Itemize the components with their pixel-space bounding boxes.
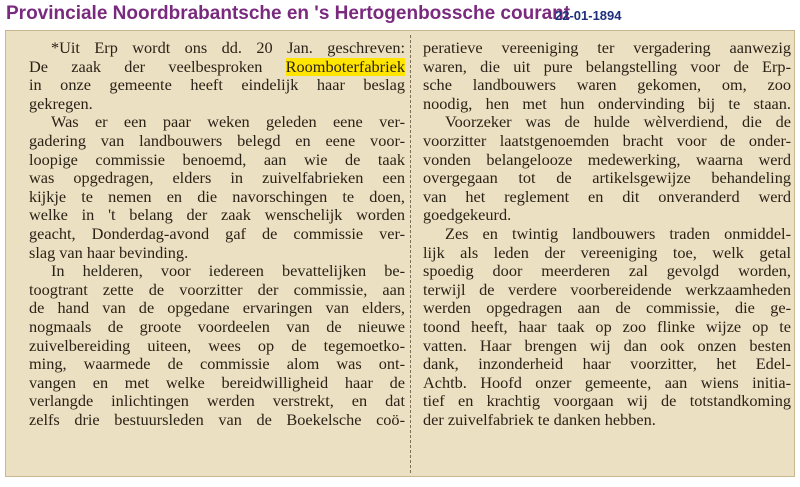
text-line: waren, die uit pure belangstelling voor de Erp- <box>423 57 791 76</box>
text-line: peratieve vereeniging ter vergadering aanwezig <box>423 39 791 57</box>
highlighted-word: Roomboterfabriek <box>285 57 405 76</box>
text-line: nogmaals de groote voordeelen van de nieuwe <box>29 317 405 336</box>
article-column-right <box>423 39 791 429</box>
text-line: terwijl de verdere voorbereidende werkzaamheden <box>423 280 791 299</box>
text-line: voorzitter laatstgenoemden bracht voor de onder- <box>423 131 791 150</box>
text-line: was opgedragen, elders in zuivelfabrieken een <box>29 169 405 188</box>
text-line: In helderen, voor iedereen bevattelijken be- <box>51 262 405 281</box>
text-line: vatten. Haar brengen wij dan ook onzen besten <box>423 336 791 355</box>
text-fragment: De zaak der veelbesproken <box>29 57 286 76</box>
text-line: lijk als leden der vereeniging toe, welk getal <box>423 243 791 262</box>
text-line: in onze gemeente heeft eindelijk haar beslag <box>29 76 405 95</box>
text-line: slag van haar bevinding. <box>29 243 189 262</box>
text-line-with-highlight <box>29 58 405 77</box>
text-line: goedgekeurd. <box>423 206 512 225</box>
text-line: kijkje te nemen en die navorschingen te doen, <box>29 187 405 206</box>
text-line: spoedig door meerderen zal gevolgd worden, <box>423 262 791 281</box>
newspaper-title: Provinciale Noordbrabantsche en 's Hertogenbossche courant <box>6 3 571 24</box>
text-line: sche landbouwers waren gekomen, om, zoo <box>423 76 791 95</box>
text-line: Voorzeker was de hulde wèlverdiend, die de <box>445 113 791 132</box>
text-line: Was er een paar weken geleden eene ver- <box>51 113 405 132</box>
text-line: noodig, hen met hun ondervinding bij te staan. <box>423 94 791 113</box>
text-line: toond heeft, haar taak op zoo flinke wijze op te <box>423 317 791 336</box>
text-line: der zuivelfabriek te danken hebben. <box>423 410 656 429</box>
text-line: zelfs drie bestuursleden van de Boekelsche coö- <box>29 410 405 429</box>
text-line: verlangde inlichtingen werden verstrekt, en dat <box>29 392 405 411</box>
text-line: vonden belangelooze medewerking, waarna werd <box>423 150 791 169</box>
text-line: ming, waarmede de commissie alom was ont- <box>29 355 405 374</box>
text-line: tief en krachtig voorgaan wij de totstandkoming <box>423 392 791 411</box>
text-line: *Uit Erp wordt ons dd. 20 Jan. geschreven: <box>51 39 405 57</box>
text-line: toogtrant zette de voorzitter der commissie, aan <box>29 280 405 299</box>
text-line: vangen en met welke bereidwilligheid haar de <box>29 373 405 392</box>
newspaper-clipping <box>5 30 795 477</box>
text-line: welke in 't belang der zaak wenschelijk worden <box>29 206 405 225</box>
text-line: de hand van de opgedane ervaringen van elders, <box>29 299 405 318</box>
text-line: werden opgedragen aan de commissie, die ge- <box>423 299 791 318</box>
publication-date: 22-01-1894 <box>555 8 622 23</box>
text-line: zuivelbereiding uiteen, wees op de tegemoetko- <box>29 336 405 355</box>
text-line: van het reglement en dit onveranderd werd <box>423 187 791 206</box>
text-line: Zes en twintig landbouwers traden onmiddel- <box>445 224 791 243</box>
article-column-left <box>29 39 405 429</box>
bottom-margin <box>0 477 800 487</box>
text-line: Achtb. Hoofd onzer gemeente, aan wiens initia- <box>423 373 791 392</box>
text-line: gadering van landbouwers belegd en eene voor- <box>29 131 405 150</box>
text-line: overgegaan tot de artikelsgewijze behandeling <box>423 169 791 188</box>
text-line: dank, inzonderheid haar voorzitter, het Edel- <box>423 355 791 374</box>
column-divider <box>410 35 412 473</box>
text-line: geacht, Donderdag-avond gaf de commissie ver- <box>29 224 405 243</box>
header-bar <box>0 0 800 30</box>
text-line: loopige commissie benoemd, aan wie de taak <box>29 150 405 169</box>
text-line: gekregen. <box>29 94 93 113</box>
